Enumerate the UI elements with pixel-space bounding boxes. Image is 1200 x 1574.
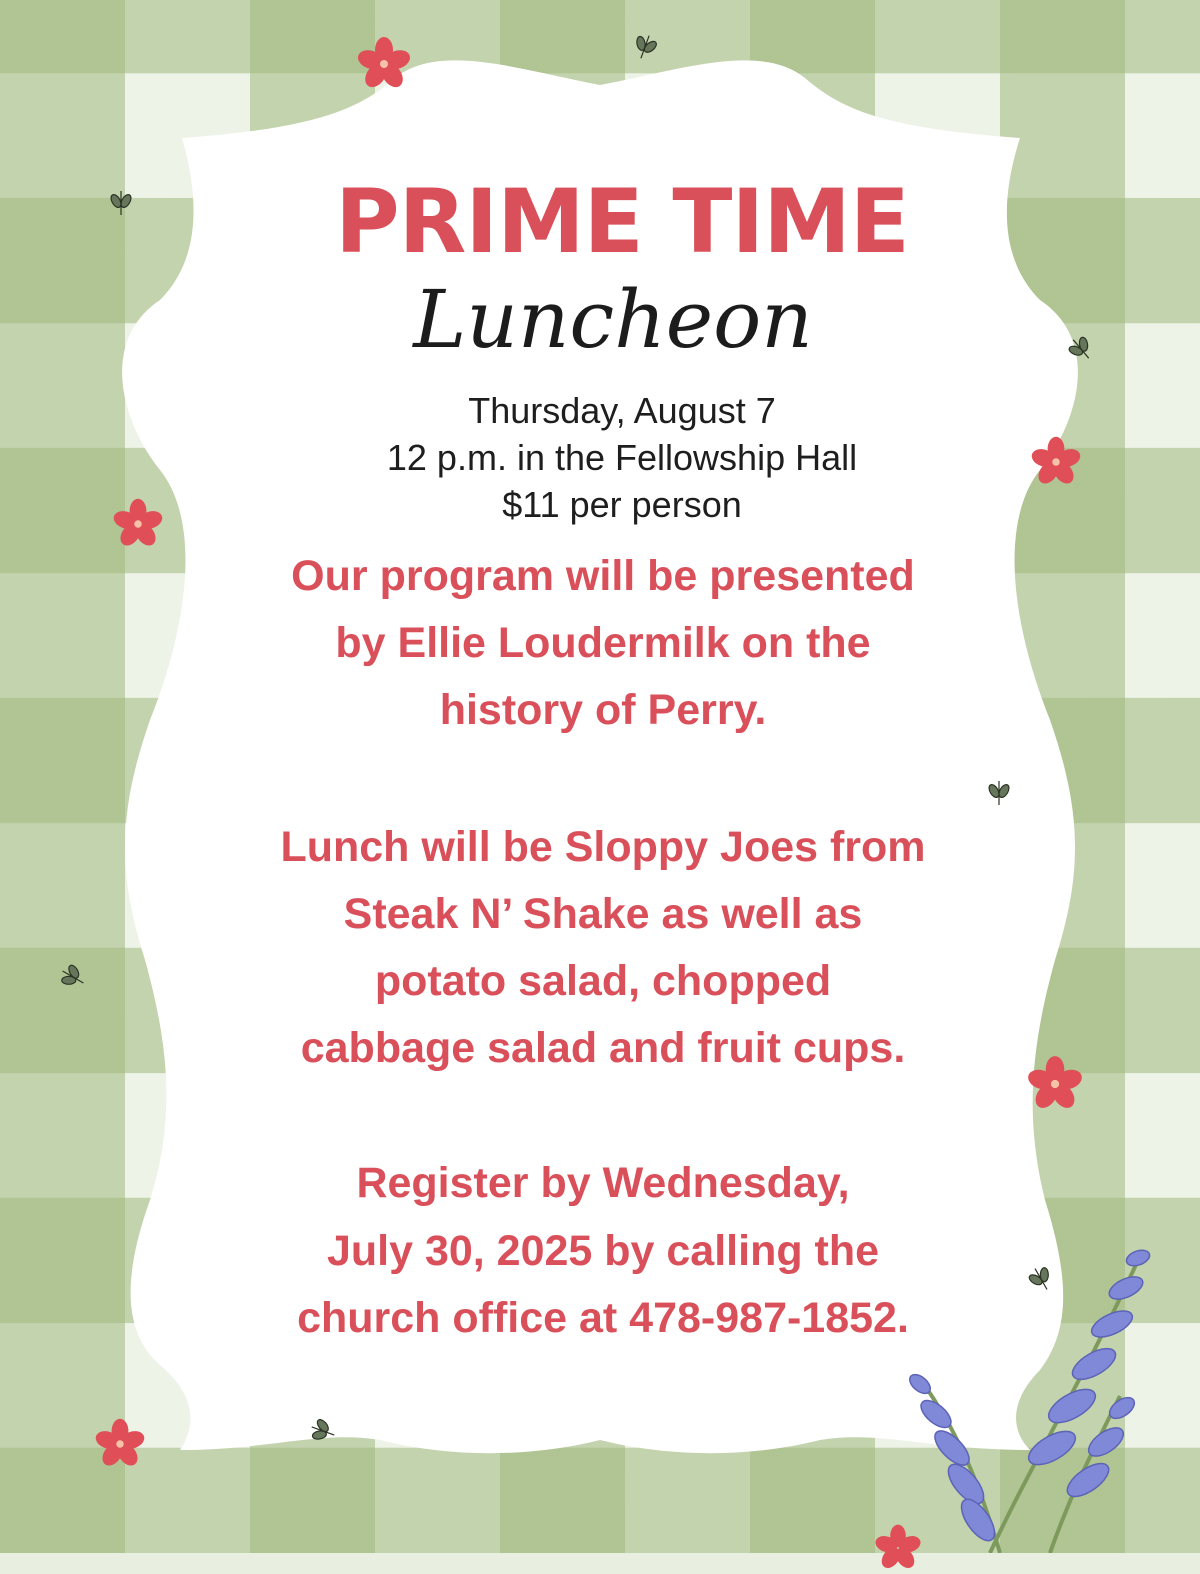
lunch-line: Lunch will be Sloppy Joes from [280, 823, 926, 871]
event-price: $11 per person [502, 484, 742, 525]
register-line: Register by Wednesday, [356, 1159, 850, 1207]
lunch-line: Steak N’ Shake as well as [343, 890, 863, 938]
register-line: July 30, 2025 by calling the [326, 1227, 880, 1275]
program-line: Our program will be presented [291, 552, 915, 600]
event-time-location: 12 p.m. in the Fellowship Hall [386, 437, 858, 478]
lunch-line: potato salad, chopped [374, 957, 832, 1005]
register-line: church office at 478-987-1852. [297, 1294, 909, 1342]
program-line: history of Perry. [439, 686, 767, 734]
lunch-line: cabbage salad and fruit cups. [300, 1024, 906, 1072]
program-line: by Ellie Loudermilk on the [335, 619, 871, 667]
flyer-subtitle: Luncheon [413, 273, 813, 366]
flyer-title: PRIME TIME [335, 170, 909, 273]
event-date: Thursday, August 7 [468, 390, 776, 431]
